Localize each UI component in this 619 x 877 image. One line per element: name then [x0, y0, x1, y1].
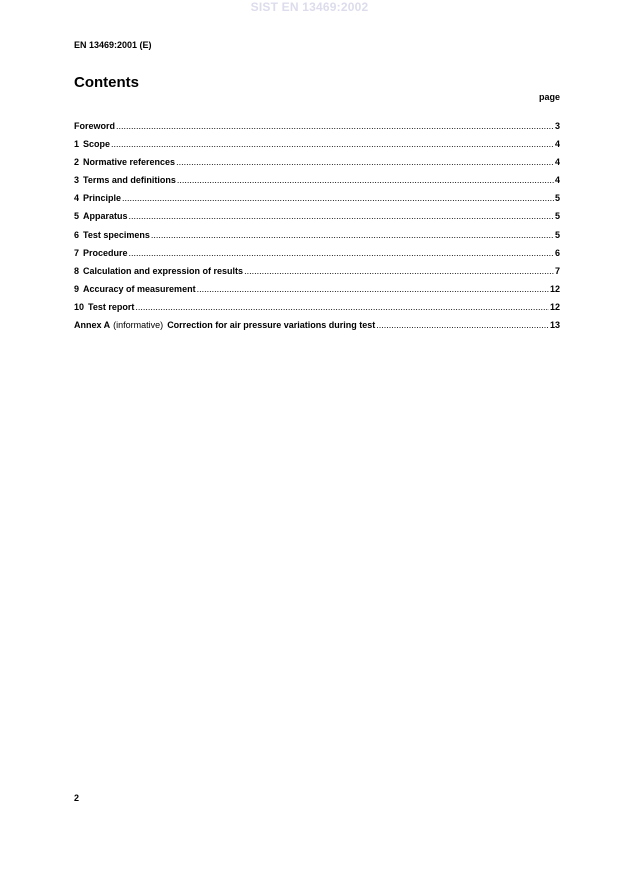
toc-entry-title: Calculation and expression of results [83, 265, 244, 276]
toc-entry-title: Test report [88, 301, 135, 312]
toc-entry-page: 4 [554, 139, 560, 150]
toc-entry-number: 2 [74, 157, 80, 168]
toc-entry-test-report[interactable] [74, 302, 560, 320]
dot-leader [197, 284, 549, 294]
toc-entry-scope[interactable] [74, 139, 560, 157]
toc-entry-title: Terms and definitions [83, 175, 176, 186]
dot-leader [129, 248, 554, 258]
toc-entry-number: 9 [74, 283, 80, 294]
page-number: 2 [74, 793, 80, 803]
toc-entry-page: 3 [554, 121, 560, 131]
toc-entry-title: Test specimens [83, 229, 150, 240]
toc-entry-test-specimens[interactable] [74, 230, 560, 248]
dot-leader [177, 175, 554, 185]
toc-entry-title: Accuracy of measurement [83, 283, 196, 294]
toc-entry-page: 6 [554, 247, 560, 258]
toc-entry-page: 4 [554, 175, 560, 186]
toc-entry-foreword[interactable] [74, 121, 560, 139]
toc-entry-page: 12 [549, 301, 560, 312]
toc-entry-title: Normative references [83, 157, 176, 168]
watermark: SIST EN 13469:2002 [250, 0, 369, 14]
toc-entry-page: 5 [554, 211, 560, 222]
page-column-label: page [538, 92, 560, 102]
toc-entry-number: 6 [74, 229, 80, 240]
toc-entry-number: 10 [74, 301, 85, 312]
toc-entry-title: Scope [83, 139, 111, 150]
annex-note: (informative) [113, 320, 164, 331]
toc-entry-principle[interactable] [74, 193, 560, 211]
toc-entry-title: Apparatus [83, 211, 128, 222]
toc-entry-title: Foreword [74, 121, 116, 131]
toc-entry-number: 1 [74, 139, 80, 150]
toc-entry-title: Procedure [83, 247, 128, 258]
toc-entry-page: 5 [554, 193, 560, 204]
table-of-contents [74, 121, 560, 338]
dot-leader [151, 230, 554, 240]
dot-leader [122, 193, 554, 203]
dot-leader [111, 139, 554, 149]
toc-entry-annex-a[interactable] [74, 320, 560, 338]
toc-entry-page: 12 [549, 283, 560, 294]
toc-entry-terms-and-definitions[interactable] [74, 175, 560, 193]
dot-leader [129, 211, 554, 221]
toc-entry-title: Correction for air pressure variations during test [167, 320, 376, 331]
dot-leader [135, 302, 549, 312]
toc-entry-number: 4 [74, 193, 80, 204]
toc-entry-number: 3 [74, 175, 80, 186]
toc-entry-number: 5 [74, 211, 80, 222]
dot-leader [376, 320, 549, 330]
toc-entry-normative-references[interactable] [74, 157, 560, 175]
dot-leader [244, 266, 554, 276]
document-id: EN 13469:2001 (E) [74, 40, 152, 50]
toc-entry-number: 7 [74, 247, 80, 258]
toc-entry-accuracy[interactable] [74, 284, 560, 302]
dot-leader [176, 157, 554, 167]
annex-label: Annex A [74, 320, 111, 331]
dot-leader [116, 121, 554, 131]
toc-entry-calculation[interactable] [74, 266, 560, 284]
toc-entry-apparatus[interactable] [74, 211, 560, 229]
toc-entry-page: 5 [554, 229, 560, 240]
toc-entry-page: 4 [554, 157, 560, 168]
toc-entry-procedure[interactable] [74, 248, 560, 266]
contents-heading: Contents [74, 74, 139, 91]
toc-entry-page: 13 [549, 320, 560, 331]
toc-entry-page: 7 [554, 265, 560, 276]
toc-entry-number: 8 [74, 265, 80, 276]
toc-entry-title: Principle [83, 193, 122, 204]
